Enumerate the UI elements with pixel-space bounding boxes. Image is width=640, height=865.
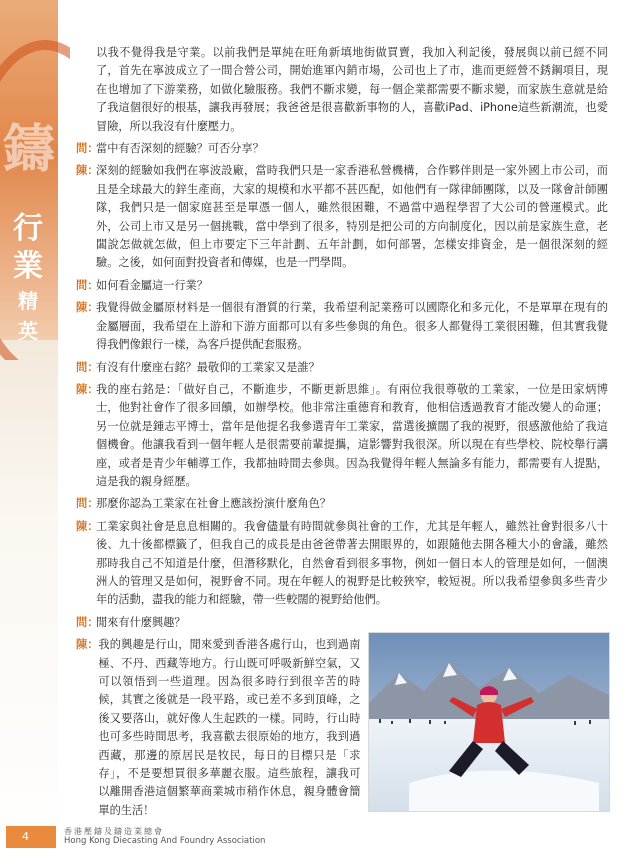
question-text: 有沒有什麼座右銘？最敬仰的工業家又是誰？ xyxy=(96,360,320,374)
section-title-char-1: 行 xyxy=(13,211,43,246)
answer-label: 陳： xyxy=(76,638,99,652)
section-title-char-2: 業 xyxy=(13,249,43,284)
question-text: 那麼你認為工業家在社會上應該扮演什麼角色？ xyxy=(96,497,331,511)
answer-label: 陳： xyxy=(76,301,99,315)
answer-2 xyxy=(76,299,608,354)
association-name-chinese: 香港壓鑄及鑄造業總會 xyxy=(64,827,164,836)
section-title-char-4: 英 xyxy=(18,319,38,343)
question-label: 問： xyxy=(76,497,99,511)
question-3 xyxy=(76,359,608,377)
question-label: 問： xyxy=(76,360,99,374)
answer-label: 陳： xyxy=(76,164,99,178)
question-text: 如何看金屬這一行業？ xyxy=(96,278,208,292)
section-title-vertical xyxy=(8,210,48,346)
answer-text: 工業家與社會是息息相關的。我會儘量有時間就參與社會的工作，尤其是年輕人，雖然社會對很多八十後、九十後都標籤了，但我自己的成長是由爸爸帶著去開眼界的，如跟隨他去開各種大小的會議，雖然那時我自己不知道是什麼，但潛移默化，自然會看到很多事物，例如一個日本人的管理是如何，一個澳洲人的管理又是如何，視野會不同。現在年輕人的視野是比較狹窄，較短視。所以我希望參與多些青少年的活動，盡我的能力和經驗，帶一些較闊的視野給他們。 xyxy=(96,519,608,607)
question-text: 當中有否深刻的經驗？可否分享？ xyxy=(96,142,264,156)
answer-text: 我的座右銘是：「做好自己，不斷進步，不斷更新思維」。有兩位我很尊敬的工業家，一位是田家炳博士，他對社會作了很多回饋，如辦學校。他非常注重德育和教育，他相信透過教育才能改變人的命運；另一位就是鍾志平博士，當年是他提名我參選青年工業家，當選後擴闊了我的視野，很感激他給了我這個機會。他讓我看到一個年輕人是很需要前輩提攜，這影響對我很深。所以現在有些學校、院校舉行講座，或者是青少年輔導工作，我都抽時間去參與。因為我覺得年輕人無論多有能力，都需要有人提點，這是我的親身經歷。 xyxy=(96,382,608,488)
question-label: 問： xyxy=(76,142,99,156)
answer-label: 陳： xyxy=(76,519,99,533)
answer-text: 我覺得做金屬原材料是一個很有潛質的行業，我希望利記業務可以國際化和多元化，不是單單在現有的金屬層面，我希望在上游和下游方面都可以有多些參與的角色。很多人都覺得工業很困難，但其實我覺得我們像銀行一樣，為客戶提供配套服務。 xyxy=(96,301,608,352)
intro-paragraph: 以我不覺得我是守業。以前我們是單純在旺角新填地街做買賣，我加入利記後，發展與以前已經不同了，首先在寧波成立了一間合營公司，開始進軍內銷市場，公司也上了市，進而更經營不銹鋼項目，現在也增加了下游業務，如做化驗服務。我們不斷求變，每一個企業都需要不斷求變，而家族生意就是給了我這個很好的根基，讓我再發展；我爸爸是很喜歡新事物的人，喜歡iPad、iPhone這些新潮流，也愛冒險，所以我沒有什麼壓力。 xyxy=(96,46,608,133)
question-1 xyxy=(76,140,608,158)
answer-label: 陳： xyxy=(76,382,99,396)
question-2 xyxy=(76,277,608,295)
page-number: 4 xyxy=(6,826,56,848)
answer-4 xyxy=(76,518,608,610)
snow-hiking-photo-illustration xyxy=(369,633,609,811)
answer-text: 深刻的經驗如我們在寧波設廠，當時我們只是一家香港私營機構，合作夥伴則是一家外國上市公司，而且是全球最大的鋅生產商，大家的規模和水平都不甚匹配，如他們有一隊律師團隊，以及一隊會計師團隊，我們只是一個家庭甚至是單憑一個人，雖然很困難，不過當中過程學習了大公司的營運模式。此外，公司上市又是另一個挑戰，當中學到了很多，特別是把公司的方向制度化，因以前是家族生意，老闆說怎做就怎做，但上市要定下三年計劃、五年計劃，如何部署，怎樣安排資金，是一個很深刻的經驗。之後，如何面對投資者和傳媒，也是一門學問。 xyxy=(96,164,608,270)
section-title-char-3: 精 xyxy=(18,289,38,313)
snow-hiking-photo xyxy=(368,632,610,812)
sidebar-watermark-character: 鑄 xyxy=(2,119,55,180)
question-text: 閒來有什麼興趣？ xyxy=(96,615,186,629)
answer-3 xyxy=(76,381,608,491)
question-4 xyxy=(76,495,608,513)
answer-1 xyxy=(76,162,608,272)
answer-text: 我的興趣是行山，閒來愛到香港各處行山，也到過南極、不丹、西藏等地方。行山既可呼吸新鮮空氣，又可以領悟到一些道理。因為很多時行到很辛苦的時候，其實之後就是一段平路，或已差不多到頂峰，之後又要落山，就好像人生起跌的一樣。同時，行山時也可多些時間思考，我喜歡去很原始的地方，我到過西藏，那邊的原居民是牧民，每日的目標只是「求存」，不是要想買很多華麗衣服。這些旅程，讓我可以離開香港這個繁華商業城市稍作休息，親身體會簡單的生活！ xyxy=(98,638,361,817)
question-5 xyxy=(76,614,608,632)
page-footer xyxy=(0,822,640,865)
question-label: 問： xyxy=(76,278,99,292)
association-name-english: Hong Kong Diecasting And Foundry Association xyxy=(64,836,266,846)
question-label: 問： xyxy=(76,615,99,629)
